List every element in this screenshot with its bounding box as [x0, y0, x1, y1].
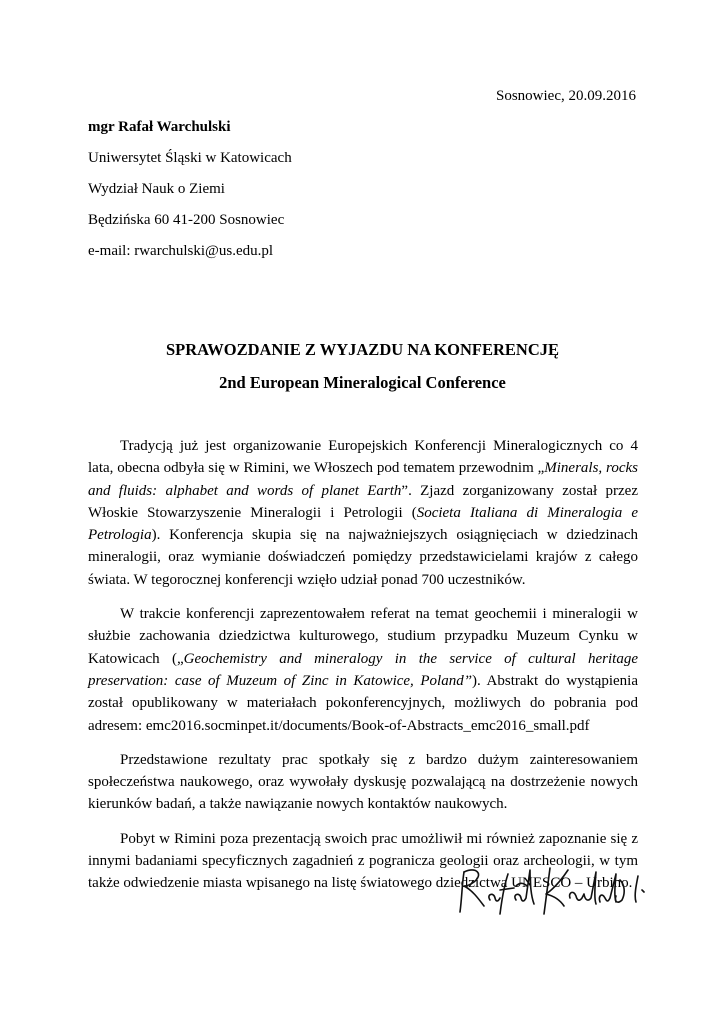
- sender-faculty: Wydział Nauk o Ziemi: [88, 181, 225, 197]
- paragraph-3: Przedstawione rezultaty prac spotkały się z bardzo dużym zainteresowaniem społeczeństwa naukowego, oraz wywołały dyskusję pozwalającą na dostrzeżenie nowych kierunków badań, a także nawiązanie nowych kontaktów naukowych.: [88, 751, 638, 813]
- sender-address: Będzińska 60 41-200 Sosnowiec: [88, 212, 285, 228]
- signature-drawing: [450, 862, 670, 922]
- conference-name: 2nd European Mineralogical Conference: [219, 373, 506, 392]
- sender-name: mgr Rafał Warchulski: [88, 119, 231, 135]
- report-body: [88, 435, 638, 907]
- paragraph-2: W trakcie konferencji zaprezentowałem referat na temat geochemii i mineralogii w służbie zachowania dziedzictwa kulturowego, studium przypadku Muzeum Cynku w Katowicach („Geochemistry and mineralogy in the service of cultural heritage preservation: case of Muzeum of Zinc in Katowice, Poland”). Abstrakt do wystąpienia został opublikowany w materiałach pokonferencyjnych, możliwych do pobrania pod adresem: emc2016.socminpet.it/documents/Book-of-Abstracts_emc2016_small.pdf: [88, 606, 638, 734]
- paragraph-4: Pobyt w Rimini poza prezentacją swoich prac umożliwił mi również zapoznanie się z innymi badaniami specyficznych zagadnień z pogranicza geologii oraz archeologii, w tym także odwiedzenie miasta wpisanego na listę światowego dziedzictwa UNESCO – Urbino.: [88, 830, 638, 892]
- sender-email: e-mail: rwarchulski@us.edu.pl: [88, 243, 274, 259]
- sender-university: Uniwersytet Śląski w Katowicach: [88, 150, 292, 166]
- letter-date: Sosnowiec, 20.09.2016: [496, 88, 636, 104]
- paragraph-1: Tradycją już jest organizowanie Europejskich Konferencji Mineralogicznych co 4 lata, obecna odbyła się w Rimini, we Włoszech pod tematem przewodnim „Minerals, rocks and fluids: alphabet and words of planet Earth”. Zjazd zorganizowany został przez Włoskie Stowarzyszenie Mineralogii i Petrologii (Societa Italiana di Mineralogia e Petrologia). Konferencja skupia się na najważniejszych osiągnięciach w dziedzinach mineralogii, oraz wymianie doświadczeń pomiędzy przedstawicielami krajów z całego świata. W tegorocznej konferencji wzięło udział ponad 700 uczestników.: [88, 438, 639, 588]
- report-title: SPRAWOZDANIE Z WYJAZDU NA KONFERENCJĘ: [166, 340, 559, 359]
- handwritten-signature: [450, 862, 670, 927]
- sender-block: [88, 118, 292, 273]
